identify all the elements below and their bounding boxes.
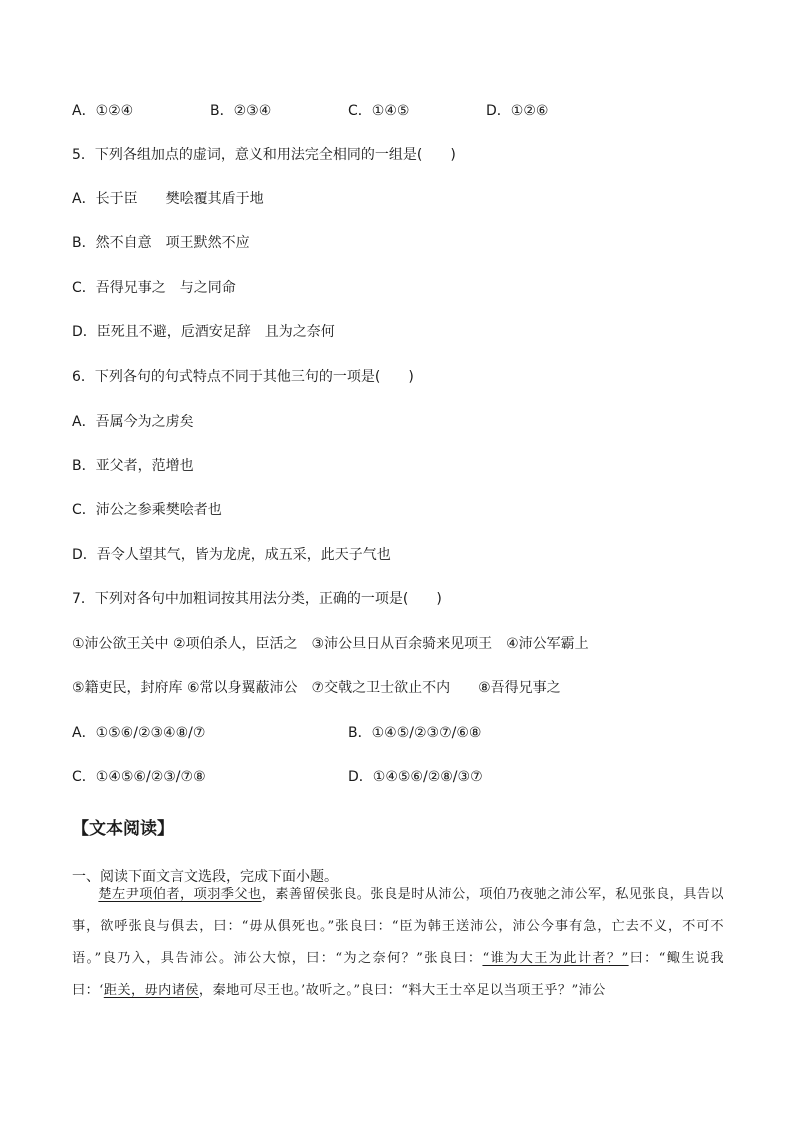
q4-option-a: A．①②④	[72, 103, 134, 119]
q5-option-d: D．臣死且不避，卮酒安足辞 且为之奈何	[72, 324, 335, 340]
q7-option-c: C．①④⑤⑥/②③/⑦⑧	[72, 769, 206, 785]
q4-option-d: D．①②⑥	[486, 103, 549, 119]
q5-stem: 5．下列各组加点的虚词，意义和用法完全相同的一组是( )	[72, 147, 456, 163]
q7-items-line1: ①沛公欲王关中 ②项伯杀人，臣活之 ③沛公旦日从百余骑来见项王 ④沛公军霸上	[72, 636, 589, 652]
passage-text-1: ，素善留侯张良。张良是时从沛公，项伯乃夜驰之沛公军，私见张良，具告以事，欲呼张良与俱去，曰：“毋从俱死也。”张良曰：“臣为韩王送沛公，沛公今事有急，亡去不义，不可不语。”良乃入，具告沛公。沛公大惊，曰：“为之奈何？”张良曰：	[72, 887, 724, 966]
reading-intro: 一、阅读下面文言文选段，完成下面小题。	[72, 869, 338, 885]
q5-option-c: C．吾得兄事之 与之同命	[72, 280, 236, 296]
q6-option-b: B．亚父者，范增也	[72, 458, 194, 474]
q5-option-a: A．长于臣 樊哙覆其盾于地	[72, 191, 264, 207]
passage-text-2: 曰：“鲰生说我曰：‘	[72, 951, 725, 998]
q7-stem: 7．下列对各句中加粗词按其用法分类，正确的一项是( )	[72, 591, 442, 607]
q7-option-d: D．①④⑤⑥/②⑧/③⑦	[348, 769, 483, 785]
q6-option-d: D．吾令人望其气，皆为龙虎，成五采，此天子气也	[72, 547, 391, 563]
section-title: 【文本阅读】	[72, 819, 174, 839]
q7-option-a: A．①⑤⑥/②③④⑧/⑦	[72, 725, 206, 741]
passage-underline-1: 楚左尹项伯者，项羽季父也	[98, 887, 262, 902]
passage-text-3: ，秦地可尽王也。’故听之。”良曰：“料大王士卒足以当项王乎？”沛公	[198, 983, 606, 998]
q6-option-c: C．沛公之参乘樊哙者也	[72, 502, 222, 518]
q4-option-c: C．①④⑤	[348, 103, 410, 119]
classical-passage	[72, 879, 724, 1007]
q6-option-a: A．吾属今为之虏矣	[72, 414, 194, 430]
q5-option-b: B．然不自意 项王默然不应	[72, 235, 250, 251]
q7-option-b: B．①④⑤/②③⑦/⑥⑧	[348, 725, 482, 741]
q4-option-b: B．②③④	[210, 103, 272, 119]
passage-underline-3: 距关，毋内诸侯	[103, 983, 199, 998]
q7-items-line2: ⑤籍吏民，封府库 ⑥常以身翼蔽沛公 ⑦交戟之卫士欲止不内 ⑧吾得兄事之	[72, 680, 561, 696]
passage-underline-2: “谁为大王为此计者？”	[482, 951, 629, 966]
q6-stem: 6．下列各句的句式特点不同于其他三句的一项是( )	[72, 369, 414, 385]
